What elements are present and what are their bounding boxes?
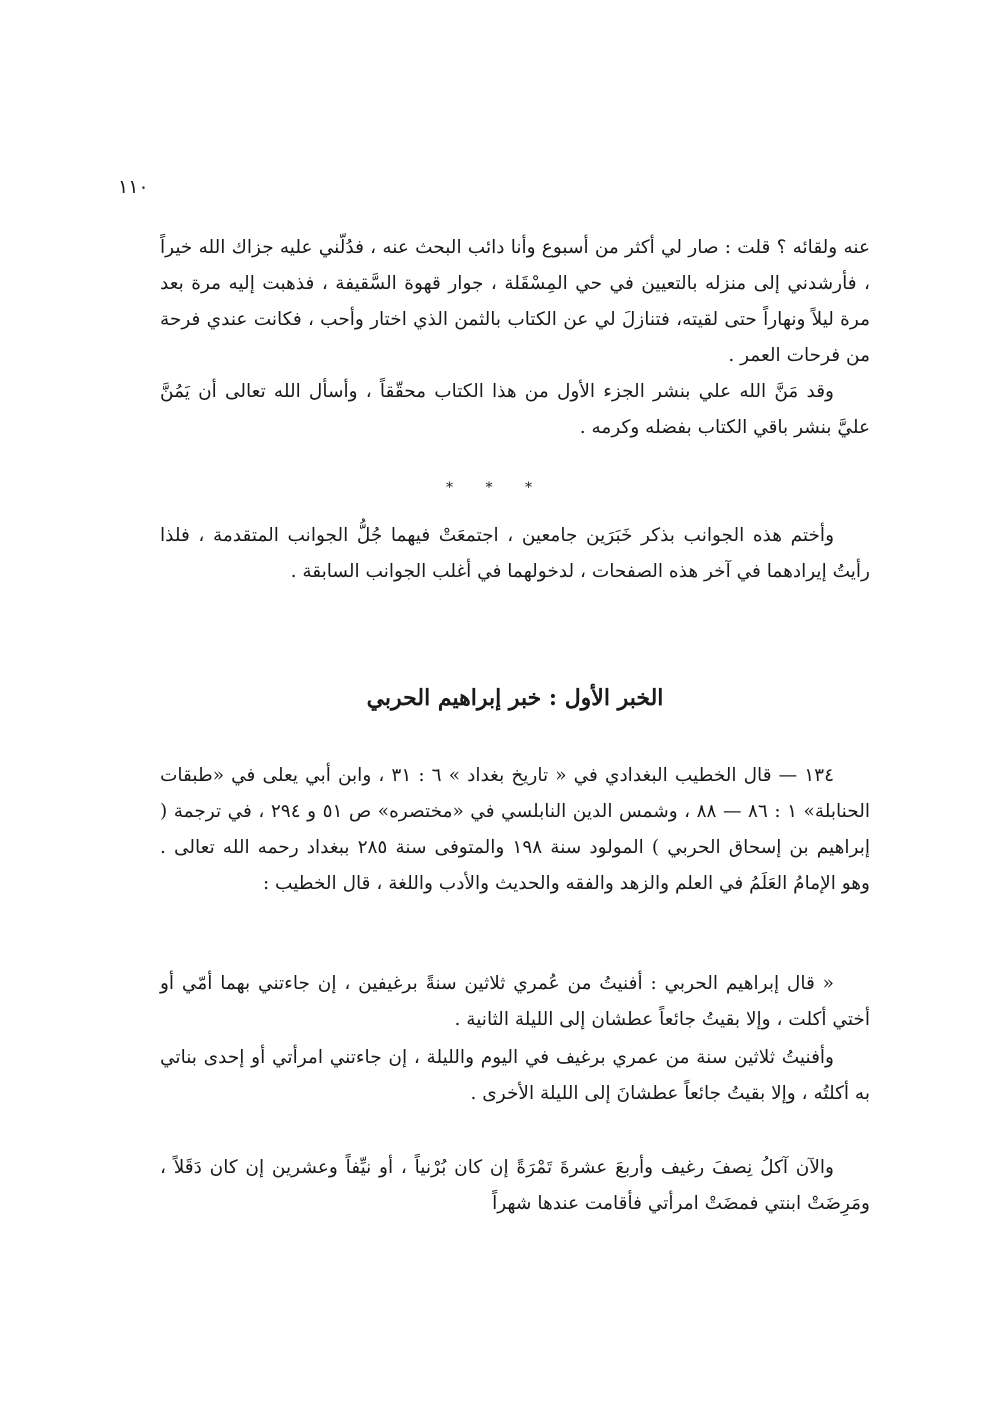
section-heading: الخبر الأول : خبر إبراهيم الحربي [366,685,664,711]
paragraph-2-block [160,1040,870,1112]
intro-paragraphs [160,230,870,446]
paragraph-3: والآن آكلُ نِصفَ رغيف وأربعَ عشرةَ تَمْرَةً إن كان بُرْنياً ، أو نيِّفاً وعشرين إن كان دَقَلاً ، ومَرِضَتْ ابنتي فمضَتْ امرأتي فأقامت عندها شهراً [160,1157,870,1214]
closing-paragraph: وأختم هذه الجوانب بذكر خَبَرَين جامعين ، اجتمعَتْ فيهما جُلُّ الجوانب المتقدمة ، فلذا رأيتُ إيرادهما في آخر هذه الصفحات ، لدخولهما في أغلب الجوانب السابقة . [160,525,870,582]
intro-paragraph: عنه ولقائه ؟ قلت : صار لي أكثر من أسبوع وأنا دائب البحث عنه ، فدُلّني عليه جزاك الله خيراً ، فأرشدني إلى منزله بالتعيين في حي المِسْقَلة ، جوار قهوة السَّقيفة ، فذهبت إليه مرة بعد مرة ليلاً ونهاراً حتى لقيته، فتنازلَ لي عن الكتاب بالثمن الذي اختار وأحب ، فكانت عندي فرحة من فرحات العمر . [160,237,871,366]
quote-block [160,966,870,1038]
entry-134-paragraph: ١٣٤ — قال الخطيب البغدادي في « تاريخ بغداد » ٦ : ٣١ ، وابن أبي يعلى في «طبقات الحنابلة» ١ : ٨٦ — ٨٨ ، وشمس الدين النابلسي في «مختصره» ص ٥١ و ٢٩٤ ، في ترجمة ( إبراهيم بن إسحاق الحربي ) المولود سنة ١٩٨ والمتوفى سنة ٢٨٥ ببغداد رحمه الله تعالى . وهو الإمامُ العَلَمُ في العلم والزهد والفقه والحديث والأدب واللغة ، قال الخطيب : [160,765,870,894]
quote-paragraph: « قال إبراهيم الحربي : أفنيتُ من عُمري ثلاثين سنةً برغيفين ، إن جاءتني بهما أمّي أو أختي أكلت ، وإلا بقيتُ جائعاً عطشان إلى الليلة الثانية . [160,973,870,1030]
section-separator: * * * [446,480,546,496]
page-number: ١١٠ [118,176,149,198]
intro-paragraph-2: وقد مَنَّ الله علي بنشر الجزء الأول من هذا الكتاب محقّقاً ، وأسأل الله تعالى أن يَمُنَّ عليَّ بنشر باقي الكتاب بفضله وكرمه . [160,381,870,438]
closing-paragraph-block [160,518,870,590]
entry-134 [160,758,870,902]
paragraph-3-block [160,1150,870,1222]
paragraph-2: وأفنيتُ ثلاثين سنة من عمري برغيف في اليوم والليلة ، إن جاءتني امرأتي أو إحدى بناتي به أكلتُه ، وإلا بقيتُ جائعاً عطشانَ إلى الليلة الأخرى . [160,1047,870,1104]
